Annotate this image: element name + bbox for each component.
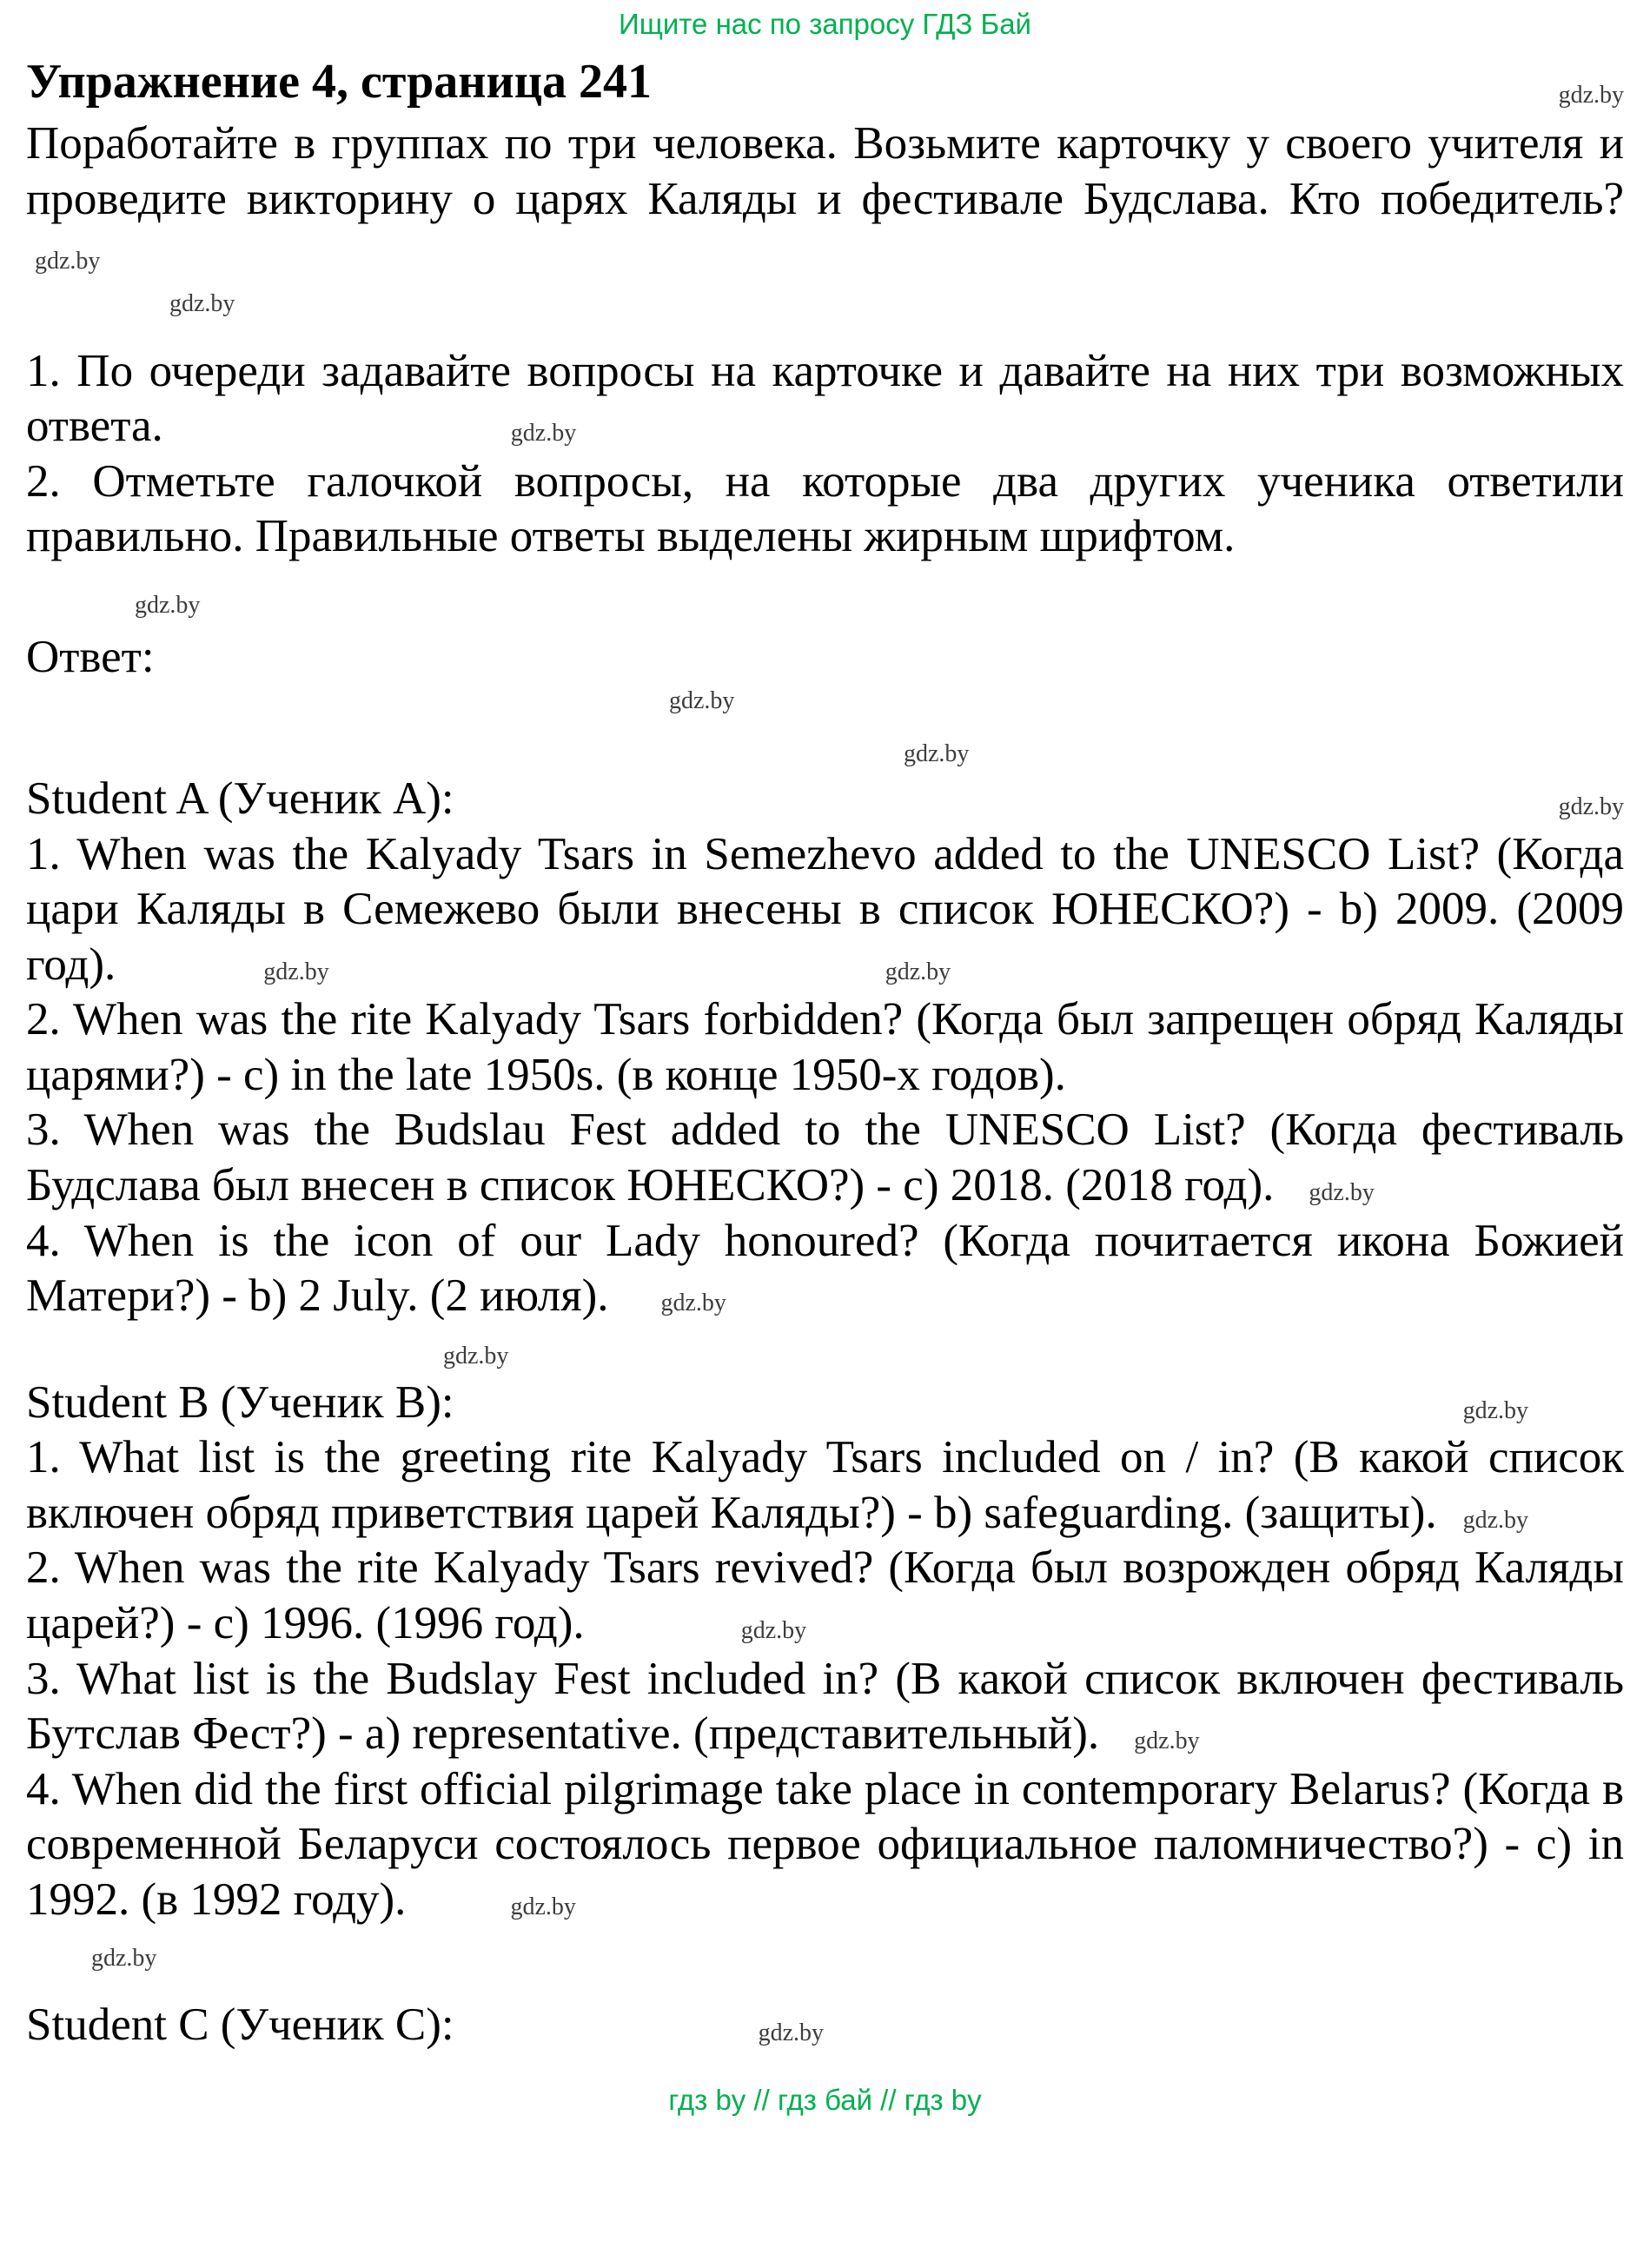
title-row: [26, 54, 1624, 109]
student-a-item-2: [26, 992, 1624, 1103]
top-banner: Ищите нас по запросу ГДЗ Бай: [619, 8, 1031, 40]
instruction-2-text: 2. Отметьте галочкой вопросы, на которые два других ученика ответили правильно. Правильные ответы выделены жирным шрифтом.: [26, 455, 1624, 562]
student-a-heading-row: [26, 772, 1624, 827]
student-b-item-4: [26, 1762, 1624, 1928]
student-a-item-1: [26, 827, 1624, 993]
student-a-item-1-text: 1. When was the Kalyady Tsars in Semezhevo added to the UNESCO List? (Когда цари Каляды в Семежево были внесены в список ЮНЕСКО?) - b) 2009. (2009 год).: [26, 828, 1624, 990]
student-b-heading-row: [26, 1376, 1624, 1431]
student-a-item-4: [26, 1214, 1624, 1324]
watermark-text: gdz.by: [1309, 1179, 1375, 1207]
watermark-text: gdz.by: [443, 1342, 509, 1369]
page-title: Упражнение 4, страница 241: [26, 54, 653, 109]
instruction-1: [26, 344, 1624, 454]
student-c-heading-row: [26, 1998, 1624, 2053]
student-c-heading: Student C (Ученик С):: [26, 1999, 454, 2051]
watermark-text: gdz.by: [1462, 1396, 1528, 1424]
student-b-item-3: [26, 1652, 1624, 1762]
watermark-text: gdz.by: [740, 1617, 807, 1645]
student-b-item-2: [26, 1541, 1624, 1651]
instruction-2: [26, 454, 1624, 565]
student-b-heading: Student B (Ученик В):: [26, 1376, 454, 1428]
student-a-item-2-text: 2. When was the rite Kalyady Tsars forbidden? (Когда был запрещен обряд Каляды царями?) - c) in the late 1950s. (в конце 1950-х годов).: [26, 994, 1624, 1100]
watermark-text: gdz.by: [35, 248, 101, 275]
watermark-text: gdz.by: [1462, 1506, 1529, 1534]
watermark-text: gdz.by: [510, 1893, 576, 1920]
watermark-text: gdz.by: [91, 1944, 157, 1972]
student-a-item-3-text: 3. When was the Budslau Fest added to the UNESCO List? (Когда фестиваль Будслава был внесен в список ЮНЕСКО?) - c) 2018. (2018 год).: [26, 1104, 1624, 1211]
student-b-item-4-text: 4. When did the first official pilgrimage take place in contemporary Belarus? (Когда в современной Беларуси состоялось первое официальное паломничество?) - c) in 1992. (в 1992 году).: [26, 1763, 1624, 1925]
student-b-item-2-text: 2. When was the rite Kalyady Tsars revived? (Когда был возрожден обряд Каляды царей?) - c) 1996. (1996 год).: [26, 1542, 1624, 1649]
intro-paragraph: [26, 116, 1624, 282]
student-a-heading: Student A (Ученик А):: [26, 773, 454, 824]
student-a-item-3: [26, 1103, 1624, 1213]
watermark-text: gdz.by: [904, 740, 970, 768]
watermark-text: gdz.by: [135, 591, 201, 619]
watermark-text: gdz.by: [1558, 81, 1624, 109]
watermark-text: gdz.by: [758, 2019, 825, 2047]
student-a-item-4-text: 4. When is the icon of our Lady honoured? (Когда почитается икона Божией Матери?) - b) 2 July. (2 июля).: [26, 1215, 1624, 1322]
intro-text: Поработайте в группах по три человека. Возьмите карточку у своего учителя и проведите викторину о царях Каляды и фестивале Будслава. Кто победитель?: [26, 117, 1624, 224]
instruction-1-text: 1. По очереди задавайте вопросы на карточке и давайте на них три возможных ответа.: [26, 345, 1624, 452]
student-b-item-1-text: 1. What list is the greeting rite Kalyady Tsars included on / in? (В какой список включен обряд приветствия царей Каляды?) - b) safeguarding. (защиты).: [26, 1432, 1624, 1538]
watermark-text: gdz.by: [169, 289, 235, 317]
student-b-item-3-text: 3. What list is the Budslay Fest included in? (В какой список включен фестиваль Бутслав Фест?) - a) representative. (представительный).: [26, 1653, 1624, 1760]
watermark-text: gdz.by: [660, 1290, 726, 1317]
student-b-item-1: [26, 1430, 1624, 1541]
watermark-text: gdz.by: [1558, 792, 1624, 820]
answer-label: Ответ:: [26, 631, 155, 682]
watermark-text: gdz.by: [1134, 1728, 1200, 1755]
watermark-text: gdz.by: [263, 958, 329, 985]
watermark-text: gdz.by: [510, 420, 577, 448]
watermark-text: gdz.by: [669, 687, 735, 715]
bottom-banner: гдз by // гдз бай // гдз by: [668, 2083, 982, 2116]
watermark-text: gdz.by: [885, 958, 951, 985]
